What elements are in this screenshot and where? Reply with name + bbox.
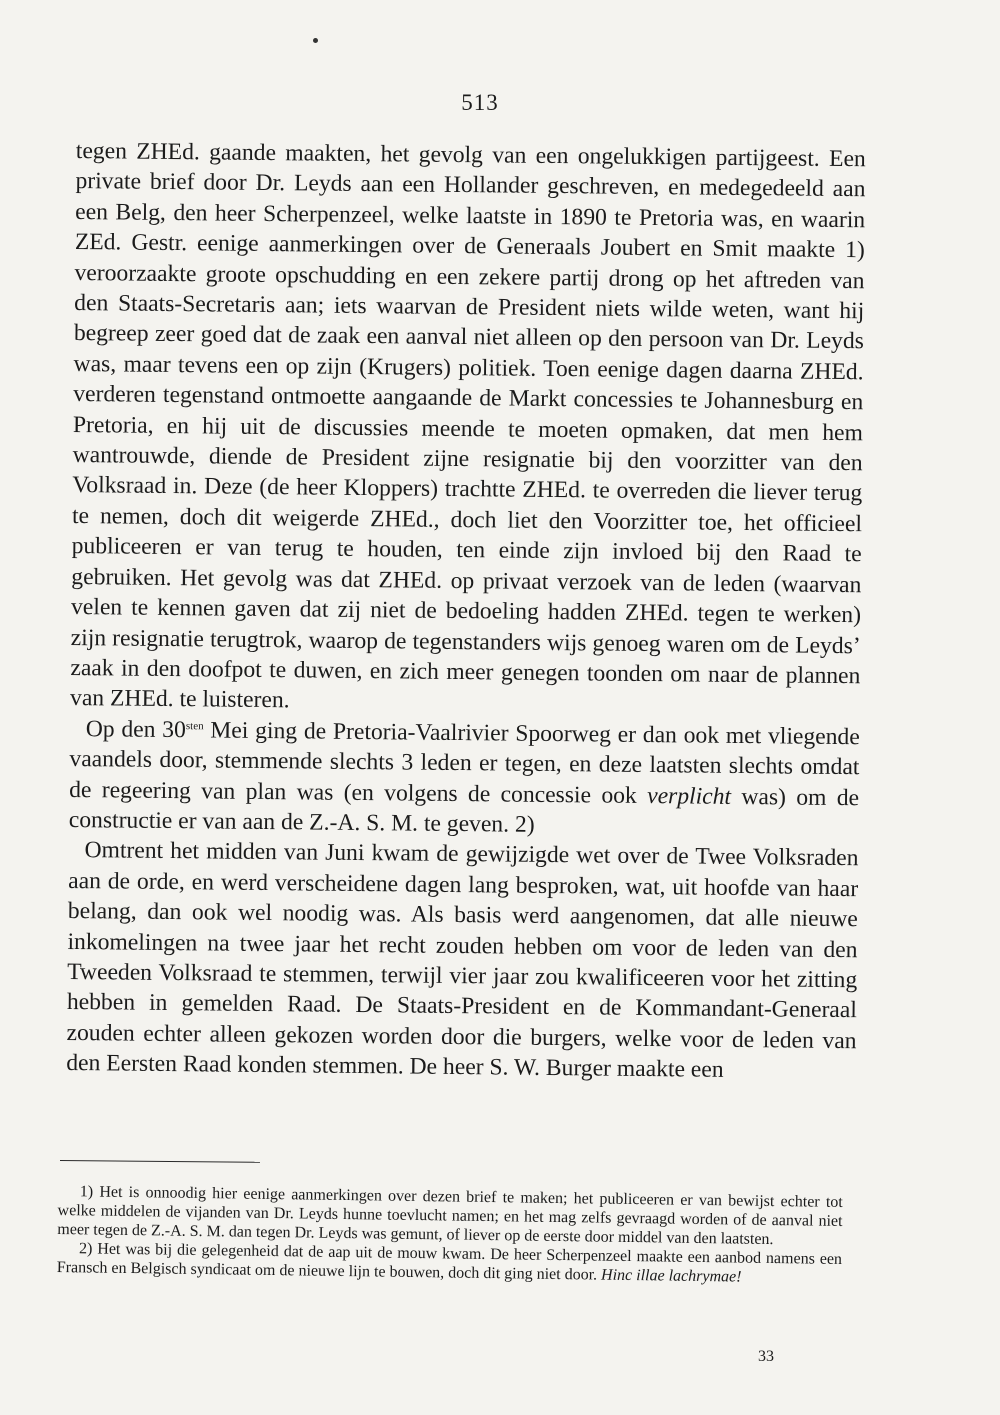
- body-text: [66, 136, 866, 1087]
- page-number: 513: [461, 90, 499, 115]
- text-run: 2) Het was bij die gelegenheid dat de aap uit de mouw kwam. De heer Scherpenzeel maakte een aanbod namens een Fransch en Belgisch syndicaat om de nieuwe lijn te bouwen, doch dit ging niet door.: [56, 1240, 843, 1284]
- paragraph: [66, 835, 859, 1087]
- paragraph: [69, 714, 860, 844]
- italic-text: Hinc illae lachrymae!: [600, 1266, 742, 1286]
- ink-speck: [313, 38, 318, 43]
- text-run: was) om de constructie er van aan de Z.-A. S. M. te geven. 2): [68, 783, 860, 838]
- superscript-text: sten: [185, 719, 204, 733]
- paragraph: [70, 136, 866, 722]
- italic-text: verplicht: [647, 782, 732, 810]
- text-run: tegen ZHEd. gaande maakten, het gevolg van een ongelukkigen partijgeest. Een private brief door Dr. Leyds aan een Hollander geschreven, en medegedeeld aan een Belg, den heer Scherpenzeel, welke laatste in 1890 te Pretoria was, en waarin ZEd. Gestr. eenige aanmerkingen over de Generaals Joubert en Smit maakte 1) veroorzaakte groote opschudding en een zekere partij drong op het aftreden van den Staats-Secretaris aan; iets waarvan de President niets wilde weten, want hij begreep zeer goed dat de zaak een aanval niet alleen op den persoon van Dr. Leyds was, maar tevens een op zijn (Krugers) politiek. Toen eenige dagen daarna ZHEd. verderen tegenstand ontmoette aangaande de Markt concessies te Johannesburg en Pretoria, en hij uit de discussies meende te moeten opmaken, dat men hem wantrouwde, diende de President zijne resignatie bij den voorzitter van den Volksraad in. Deze (de heer Kloppers) trachtte ZHEd. te overreden die liever terug te nemen, doch dit weigerde ZHEd., doch liet den Voorzitter toe, het officieel publiceeren er van terug te houden, ten einde zijn invloed bij den Raad te gebruiken. Het gevolg was dat ZHEd. op privaat verzoek van de leden (waarvan velen te kennen gaven dat zij niet de bedoeling hadden ZHEd. tegen te werken) zijn resignatie terugtrok, waarop de tegenstanders wijs genoeg waren om de Leyds’ zaak in den doofpot te duwen, en zich meer genegen toonden om naar de plannen van ZHEd. te luisteren.: [69, 137, 866, 714]
- text-run: Op den 30: [85, 715, 187, 743]
- footnotes: [57, 1182, 843, 1288]
- footnote-separator: [60, 1160, 260, 1163]
- printer-signature-mark: 33: [758, 1348, 774, 1365]
- text-run: Mei ging de Pretoria-Vaalrivier Spoorweg er dan ook met vliegende vaandels door, stemmende slechts 3 leden er tegen, en deze laatsten slechts omdat de regeering van plan was (en volgens de concessie ook: [69, 717, 860, 809]
- text-run: 1) Het is onnoodig hier eenige aanmerkingen over dezen brief te maken; het publiceeren er van bewijst echter tot welke middelen de vijanden van Dr. Leyds hunne toevlucht namen; en het mag zelfs gevraagd worden of de aanval niet meer tegen de Z.-A. S. M. dan tegen Dr. Leyds was gemunt, of liever op de eerste door middel van den laatsten.: [57, 1183, 843, 1248]
- text-run: Omtrent het midden van Juni kwam de gewijzigde wet over de Twee Volksraden aan de orde, en werd verscheidene dagen lang besproken, wat, uit hoofde van haar belang, dan ook wel noodig was. Als basis werd aangenomen, dat alle nieuwe inkomelingen na twee jaar het recht zouden hebben om voor de leden van den Tweeden Volksraad te stemmen, terwijl vier jaar zou kwalificeeren voor het zitting hebben in gemelden Raad. De Staats-President en de Kommandant-Generaal zouden echter alleen gekozen worden door die burgers, welke voor de leden van den Eersten Raad konden stemmen. De heer S. W. Burger maakte een: [66, 837, 859, 1084]
